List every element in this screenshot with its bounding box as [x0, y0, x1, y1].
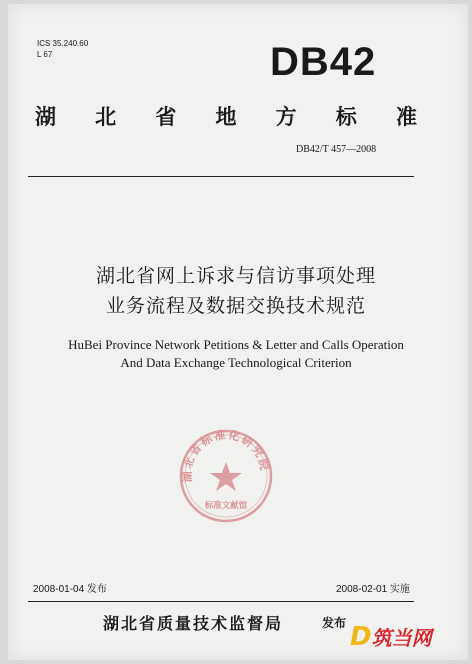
ccs-code: L 67: [37, 50, 53, 59]
watermark-text: 筑当网: [371, 626, 432, 650]
ics-code: ICS 35.240.60: [37, 39, 89, 48]
seal-bottom-text: 标准文献馆: [204, 501, 248, 511]
implementation-date: 2008-02-01 实施: [336, 584, 410, 595]
bottom-divider: [28, 601, 414, 602]
classification-codes: [37, 38, 88, 60]
title-en-line1: HuBei Province Network Petitions & Letter and Calls Operation: [68, 337, 404, 352]
title-zh-line2: 业务流程及数据交换技术规范: [105, 295, 366, 317]
standard-type: [35, 101, 417, 131]
institute-seal: [176, 426, 276, 526]
standard-type-char: 准: [395, 105, 417, 129]
watermark-d: D: [350, 622, 372, 652]
standard-type-char: 省: [155, 105, 177, 129]
standard-code-big: DB42: [270, 40, 377, 84]
publisher-name: 湖北省质量技术监督局: [103, 614, 284, 633]
title-zh-line1: 湖北省网上诉求与信访事项处理: [95, 265, 376, 287]
standard-type-char: 北: [95, 105, 117, 129]
standard-type-char: 地: [215, 105, 237, 129]
site-watermark-logo: [350, 622, 432, 652]
standard-type-char: 方: [275, 105, 297, 129]
standard-type-char: 湖: [35, 105, 56, 129]
standard-number: DB42/T 457—2008: [296, 144, 377, 155]
seal-text: 湖北省标准化研究院: [180, 428, 272, 483]
title-en-line2: And Data Exchange Technological Criterion: [120, 355, 352, 370]
publisher-suffix: 发布: [322, 616, 347, 630]
issue-date: 2008-01-04 发布: [33, 584, 107, 595]
standard-type-char: 标: [335, 105, 357, 129]
top-divider: [28, 176, 414, 177]
seal-stamp-icon: [176, 426, 276, 526]
